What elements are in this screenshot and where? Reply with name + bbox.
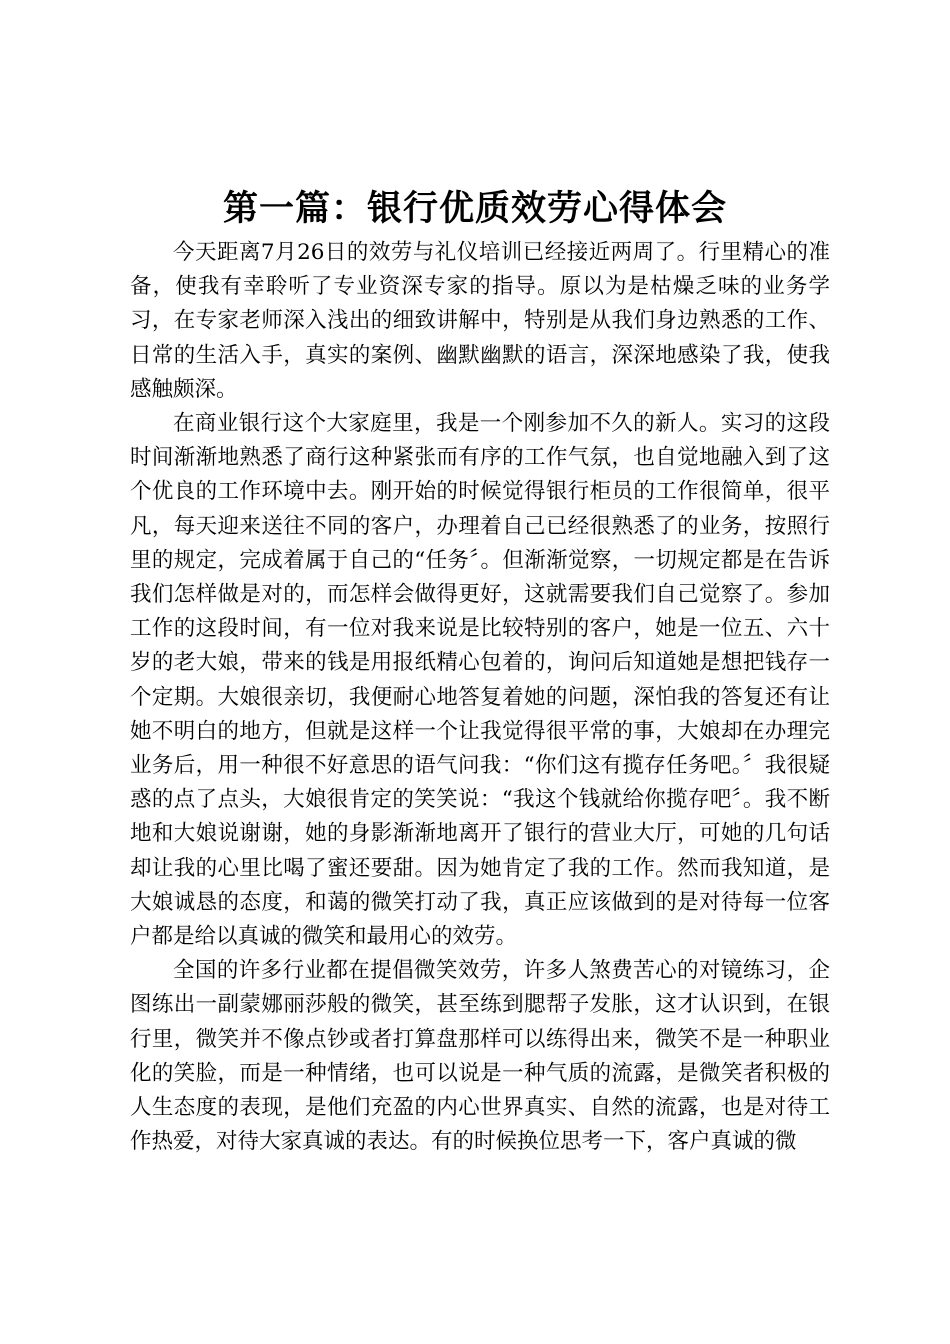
paragraph-2: 在商业银行这个大家庭里，我是一个刚参加不久的新人。实习的这段时间渐渐地熟悉了商行这种紧张而有序的工作气氛，也自觉地融入到了这个优良的工作环境中去。刚开始的时候觉得银行柜员的工作很简单，很平凡，每天迎来送往不同的客户，办理着自己已经很熟悉了的业务，按照行里的规定，完成着属于自己的“任务〞。但渐渐觉察，一切规定都是在告诉我们怎样做是对的，而怎样会做得更好，这就需要我们自己觉察了。参加工作的这段时间，有一位对我来说是比较特别的客户，她是一位五、六十岁的老大娘，带来的钱是用报纸精心包着的，询问后知道她是想把钱存一个定期。大娘很亲切，我便耐心地答复着她的问题，深怕我的答复还有让她不明白的地方，但就是这样一个让我觉得很平常的事，大娘却在办理完业务后，用一种很不好意思的语气问我：“你们这有揽存任务吧。〞我很疑惑的点了点头，大娘很肯定的笑笑说：“我这个钱就给你揽存吧〞。我不断地和大娘说谢谢，她的身影渐渐地离开了银行的营业大厅，可她的几句话却让我的心里比喝了蜜还要甜。因为她肯定了我的工作。然而我知道，是大娘诚恳的态度，和蔼的微笑打动了我，真正应该做到的是对待每一位客户都是给以真诚的微笑和最用心的效劳。 bbox=[130, 411, 830, 950]
paragraph-1: 今天距离7月26日的效劳与礼仪培训已经接近两周了。行里精心的准备，使我有幸聆听了专业资深专家的指导。原以为是枯燥乏味的业务学习，在专家老师深入浅出的细致讲解中，特别是从我们身边熟悉的工作、日常的生活入手，真实的案例、幽默幽默的语言，深深地感染了我，使我感触颇深。 bbox=[130, 240, 830, 402]
paragraph-3: 全国的许多行业都在提倡微笑效劳，许多人煞费苦心的对镜练习，企图练出一副蒙娜丽莎般的微笑，甚至练到腮帮子发胀，这才认识到，在银行里，微笑并不像点钞或者打算盘那样可以练得出来，微笑不是一种职业化的笑脸，而是一种情绪，也可以说是一种气质的流露，是微笑者积极的人生态度的表现，是他们充盈的内心世界真实、自然的流露，也是对待工作热爱，对待大家真诚的表达。有的时候换位思考一下，客户真诚的微 bbox=[130, 958, 830, 1155]
document-title: 第一篇：银行优质效劳心得体会 bbox=[222, 188, 727, 229]
document-body bbox=[130, 236, 830, 1159]
